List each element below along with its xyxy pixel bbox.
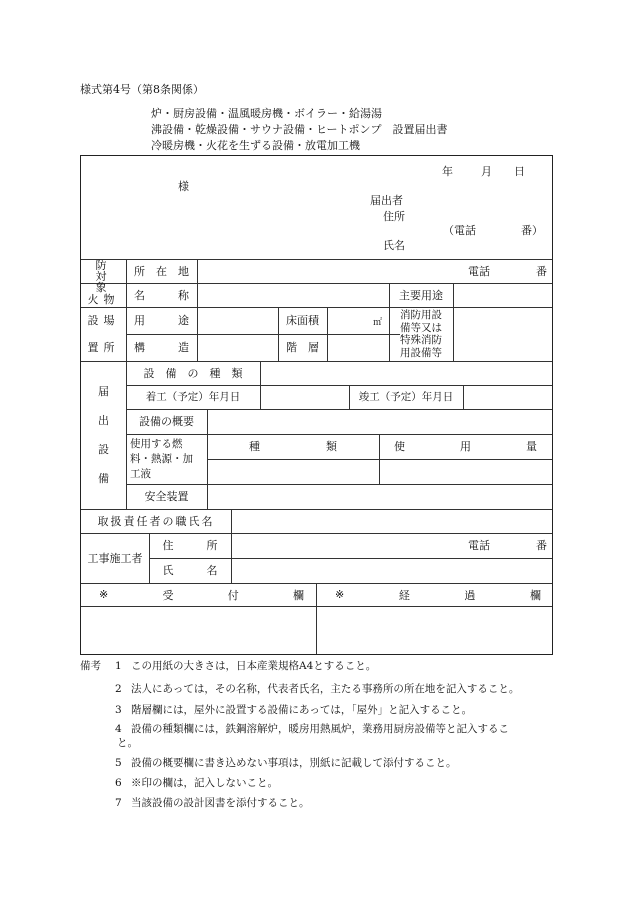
- safety-device-label: 安全装置: [144, 490, 189, 503]
- equipment-label-2: 出: [98, 414, 109, 427]
- floor-area-label: 床面積: [286, 314, 319, 327]
- location-label: 所 在 地: [134, 264, 189, 278]
- target-phone-label: 電話: [468, 265, 490, 278]
- note-text: と。: [117, 737, 138, 749]
- equipment-label-4: 備: [98, 472, 109, 485]
- use-label: 用 途: [134, 314, 189, 327]
- reception-char-2: 付: [227, 588, 239, 602]
- kind-header: 種 類: [249, 440, 337, 453]
- fire-equipment-line-3: 特殊消防: [400, 334, 442, 346]
- day-label: 日: [514, 165, 525, 178]
- fire-equipment-line-2: 備等又は: [400, 321, 442, 334]
- note-number: 1: [115, 660, 122, 672]
- applicant-name-label: 氏名: [383, 239, 405, 252]
- note-number: 4: [115, 723, 122, 735]
- equipment-label-3: 設: [98, 443, 109, 456]
- place-label-top: 設場: [87, 314, 120, 327]
- contractor-phone-label: 電話: [468, 539, 490, 552]
- place-label-bottom: 置所: [87, 341, 120, 354]
- month-label: 月: [481, 165, 492, 178]
- title-line-2: 沸設備・乾燥設備・サウナ設備・ヒートポンプ 設置届出書: [151, 123, 448, 136]
- applicant-label: 届出者: [370, 194, 403, 207]
- applicant-phone-open: （電話: [443, 224, 476, 237]
- usage-header: 使 用 量: [394, 440, 537, 453]
- progress-mark: ※: [335, 588, 345, 601]
- note-text: ※印の欄は，記入しないこと。: [131, 777, 278, 789]
- year-label: 年: [442, 165, 453, 178]
- reception-char-3: 欄: [292, 588, 304, 602]
- note-text: 当該設備の設計図書を添付すること。: [131, 797, 310, 809]
- contractor-name-label: 氏 名: [162, 564, 218, 577]
- note-number: 7: [115, 797, 122, 809]
- target-label-bottom: 火物: [87, 293, 120, 306]
- note-text: 法人にあっては，その名称，代表者氏名，主たる事務所の所在地を記入すること。: [131, 683, 520, 695]
- end-date-label: 竣工（予定）年月日: [358, 390, 454, 403]
- structure-label: 構 造: [134, 341, 189, 354]
- floor-label: 階 層: [286, 341, 319, 354]
- form-number: 様式第4号（第8条関係）: [80, 83, 204, 96]
- addressee-sama: 様: [178, 180, 189, 193]
- target-ban-label: 番: [536, 265, 547, 278]
- note-text: 階層欄には，屋外に設置する設備にあっては，「屋外」と記入すること。: [131, 704, 473, 716]
- start-date-label: 着工（予定）年月日: [145, 390, 241, 403]
- contractor-ban-label: 番: [536, 539, 547, 552]
- progress-char-2: 過: [464, 588, 476, 602]
- area-unit: ㎡: [373, 318, 383, 328]
- reception-char-1: 受: [162, 588, 174, 602]
- reception-mark: ※: [99, 588, 109, 601]
- equipment-label-1: 届: [98, 385, 109, 398]
- contractor-label: 工事施工者: [87, 551, 143, 565]
- fuel-label-line-3: 工液: [130, 468, 151, 480]
- fire-equipment-line-4: 用設備等: [400, 346, 442, 359]
- fuel-label-line-1: 使用する燃: [130, 438, 183, 450]
- note-text: 設備の概要欄に書き込めない事項は，別紙に記載して添付すること。: [131, 757, 457, 769]
- title-line-1: 炉・厨房設備・温風暖房機・ボイラー・給湯湯: [151, 107, 382, 120]
- note-number: 5: [115, 757, 122, 769]
- target-label-top: 防対象: [95, 259, 112, 294]
- overview-label: 設備の概要: [139, 415, 194, 428]
- note-number: 3: [115, 704, 122, 716]
- note-number: 2: [115, 683, 122, 695]
- fire-equipment-line-1: 消防用設: [400, 309, 442, 321]
- contractor-address-label: 住 所: [162, 539, 218, 552]
- progress-char-1: 経: [398, 588, 410, 602]
- manager-label: 取扱責任者の職氏名: [97, 514, 215, 528]
- note-number: 6: [115, 777, 122, 789]
- progress-char-3: 欄: [530, 588, 541, 602]
- fuel-label-line-2: 料・熱源・加: [130, 453, 193, 465]
- name-label: 名 称: [134, 288, 189, 302]
- applicant-address-label: 住所: [383, 210, 405, 223]
- note-text: この用紙の大きさは，日本産業規格A4とすること。: [131, 660, 377, 672]
- title-line-3: 冷暖房機・火花を生ずる設備・放電加工機: [151, 139, 360, 152]
- form-table: [80, 155, 553, 655]
- equipment-type-label: 設 備 の 種 類: [143, 366, 243, 380]
- applicant-phone-close: 番）: [521, 224, 543, 237]
- notes-label: 備考: [80, 660, 101, 672]
- main-use-label: 主要用途: [399, 288, 443, 302]
- note-text: 設備の種類欄には，鉄鋼溶解炉，暖房用熱風炉，業務用厨房設備等と記入するこ: [131, 723, 509, 735]
